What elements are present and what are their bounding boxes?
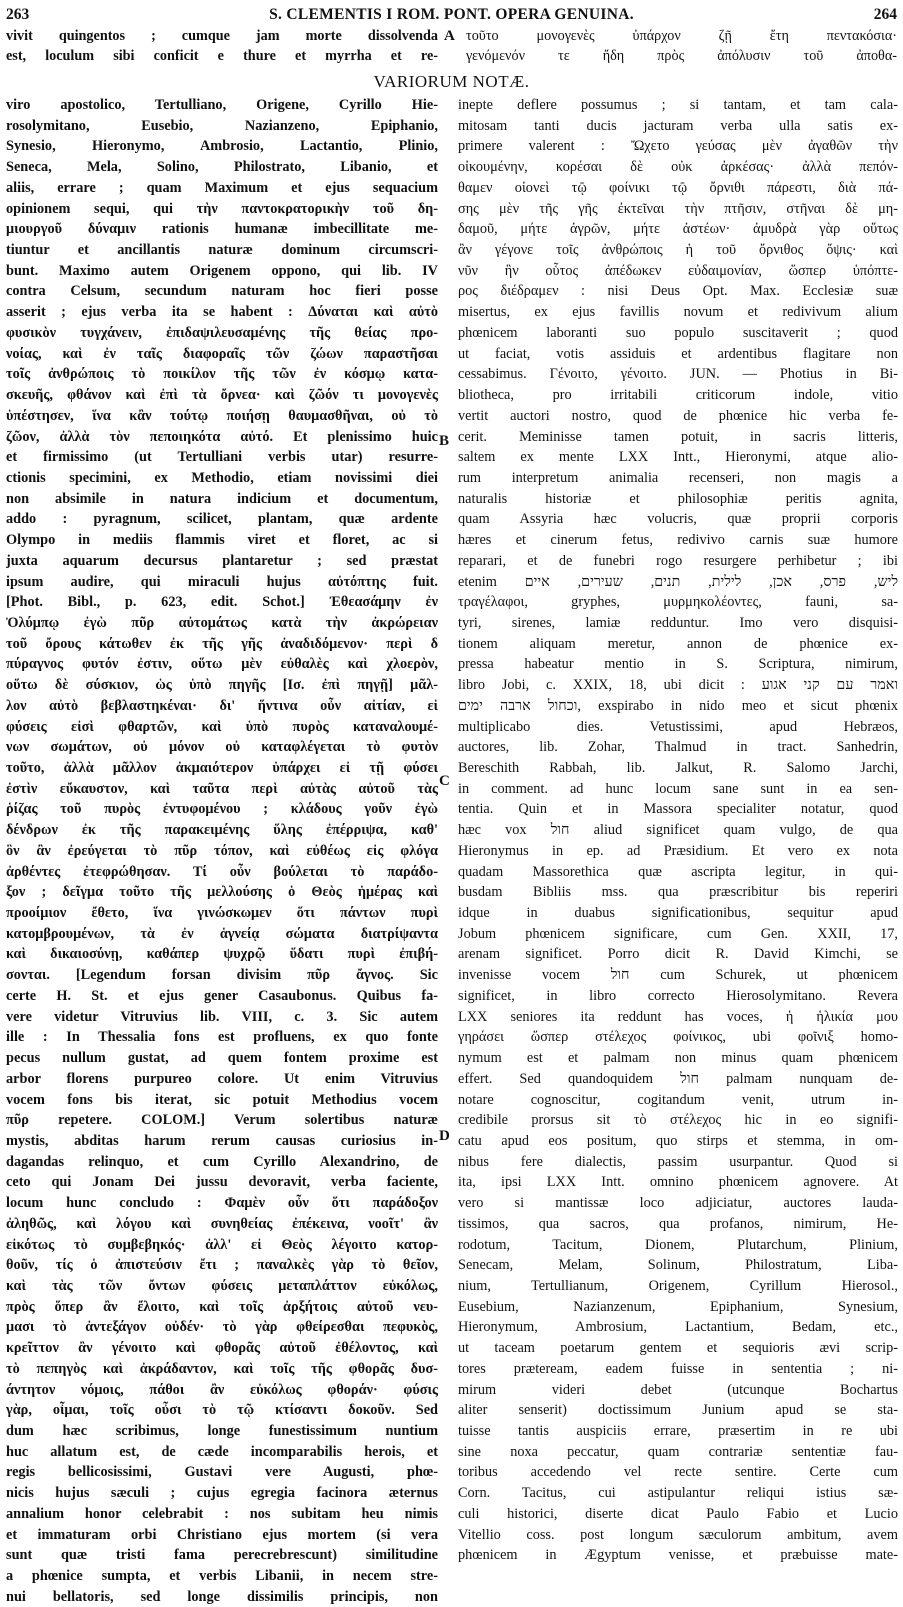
text-line: καὶ δικαιοσύνῃ, καθάπερ ψυχρῷ ὕδατι πυρὶ ἐπιβή- <box>6 946 438 963</box>
text-line: naturalis historiæ et philosophiæ peritis agnita, <box>458 490 898 507</box>
text-line: inepte deflere possumus ; si tantam, et tam cala- <box>458 97 898 113</box>
text-line: λον αὐτὸ βεβλαστηκέναι· δι' ἥντινα οὖν αἰτίαν, εἰ <box>6 697 438 714</box>
text-line: וכחול ארבה ימים, exspirabo in nido meo et sicut phœnix <box>458 697 898 714</box>
text-line: ζῶον, ἀλλὰ τὸν πεποιηκότα αὐτό. Et plenissimo huic <box>6 428 438 445</box>
text-line: nium, Tertullianum, Origenem, Cyrillum Hierosol., <box>458 1277 898 1294</box>
latin-main-text <box>6 26 438 66</box>
text-line: arenam significet. Porro dicit R. David Kimchi, se <box>458 946 898 963</box>
text-line: Senecam, Melam, Solinum, Philostratum, Liba- <box>458 1257 898 1274</box>
text-line: εἰκότως τὸ συμβεβηκός· ἀλλ' εἰ Θεὸς λέγοιτο κατορ- <box>6 1236 438 1253</box>
text-line: άντητον νόμοις, πάθοι ἂν εὐκόλως φθοράν· φύσις <box>6 1381 438 1398</box>
margin-marker-c: C <box>439 773 450 789</box>
text-line: rodotum, Tacitum, Dionem, Plutarchum, Plinium, <box>458 1236 898 1253</box>
text-line: μιουργοῦ δύναμιν rationis humanæ imbecillitate me- <box>6 221 438 238</box>
text-line: tyri, sirenes, lamiæ redduntur. Imo vero disquisi- <box>458 614 898 631</box>
text-line: ἀρθέντες ἐτεφρώθησαν. Τί οὖν βούλεται τὸ παράδο- <box>6 863 438 880</box>
text-line: effert. Sed quandoquidem חול palmam nunquam de- <box>458 1070 898 1087</box>
text-line: ut faciat, votis assiduis et ardentibus flagitare non <box>458 345 898 362</box>
text-line: bunt. Maximo autem Origenem oppono, qui lib. IV <box>6 262 438 279</box>
text-line: Jobum phœnicem significare, cum Gen. XXII, 17, <box>458 925 898 942</box>
text-line: Hieronymus in ep. ad Præsidium. Et vero ex nota <box>458 842 898 859</box>
main-text-block <box>6 26 897 66</box>
text-line: dum hæc scribimus, longe funestissimum nuntium <box>6 1423 438 1439</box>
text-line: tores præteream, eadem fuisse in sententia ; ni- <box>458 1360 898 1377</box>
text-line: Vitellio coss. post longum sæculorum ambitum, avem <box>458 1526 898 1543</box>
text-line: Seneca, Mela, Solino, Philostrato, Libanio, et <box>6 159 438 176</box>
text-line: δένδρων ἐκ τῆς παρακειμένης ὕλης ἐπέρριψα, καθ' <box>6 822 438 839</box>
text-line: nymum est et palmam non minus quam phœnicem <box>458 1050 898 1067</box>
text-line: νῦν ἣν οὗτος ἀπέδωκεν εὐδαιμονίαν, ὥσπερ ὑπόπτε- <box>458 262 898 279</box>
text-line: ῥίζας τοῦ πυρὸς ἐντυφομένου ; κλάδους γοῦν ἐγὼ <box>6 801 438 818</box>
text-line: ille : In Thessalia fons est profluens, ex quo fonte <box>6 1029 438 1046</box>
text-line: ξον ; δεῖγμα τοῦτο τῆς μελλούσης ὁ Θεὸς ἡμέρας καὶ <box>6 884 438 901</box>
text-line: πύραγνος φυτόν ἐστιν, οὕτω μὲν εὐθαλὲς καὶ χλοερὸν, <box>6 656 438 673</box>
text-line: tentia. Quin et in Massora specialiter notatur, quod <box>458 801 898 818</box>
text-line: Hieronymum, Ambrosium, Lactantium, Bedam, etc., <box>458 1319 898 1336</box>
text-line: Olympo in mediis flammis viret et floret, ac si <box>6 532 438 549</box>
text-line: reparari, et de funebri rogo resurgere perhibetur ; ibi <box>458 552 898 569</box>
text-line: quadam Massorethica quæ ascripta legitur, in qui- <box>458 863 898 880</box>
text-line: vertit auctori nostro, quod de phœnice hic verba fe- <box>458 407 898 424</box>
text-line: regis bellicosissimi, Gustavi vere Augusti, phœ- <box>6 1464 438 1481</box>
right-page-number: 264 <box>873 6 897 23</box>
text-line: φυσικὸν τυγχάνειν, ἐπιδαψιλευσαμένης τῆς θείας προ- <box>6 324 438 341</box>
text-line: annalium honor celebrabit : nos subitam heu nimis <box>6 1505 438 1522</box>
text-line: aliis, errare ; quam Maximum et ejus sequacium <box>6 179 438 196</box>
text-line: toribus accedendo vel recte sentire. Certe cum <box>458 1464 898 1481</box>
running-title: S. CLEMENTIS I ROM. PONT. OPERA GENUINA. <box>269 6 634 23</box>
text-line: οὕτω δὲ σύσκιον, ὡς ὑπὸ πηγῆς [Ισ. ἐπὶ πηγῇ] μᾶλ- <box>6 677 438 694</box>
text-line: addo : pyragnum, scilicet, plantam, quæ ardente <box>6 511 438 528</box>
text-line: πρὸς ὅπερ ἂν ἔλοιτο, καὶ τοῖς ἀρξήτοις αὐτοῦ νευ- <box>6 1298 438 1315</box>
text-line: significet, in libro correcto Hierosolymitano. Revera <box>458 987 898 1004</box>
text-line: hæc vox חול aliud significet quam vulgo, de qua <box>458 822 898 839</box>
text-line: a phœnice sumpta, et verbis Libanii, in necem stre- <box>6 1568 438 1585</box>
text-line: γὰρ, οἶμαι, τοῖς οὖσι τὸ τῷ κτίσαντι δοκοῦν. Sed <box>6 1402 438 1419</box>
text-line: τραγέλαφοι, gryphes, μυρμηκολέοντες, fauni, sa- <box>458 594 898 611</box>
text-line: catu apud eos positum, quo stirps et stemma, in om- <box>458 1132 898 1149</box>
text-line: nui bellatoris, sed longe dissimilis principis, non <box>6 1588 438 1605</box>
text-line: τοῖς ἀνθρώποις τὸ ποικίλον τῆς τῶν ἐν κόσμῳ κατα- <box>6 366 438 383</box>
text-line: Ὀλύμπῳ ἐγὼ πῦρ αὐτομάτως κατὰ τὴν ἀκρώρειαν <box>6 614 438 631</box>
text-line: sine noxa peccatur, quam contrariæ sententiæ fau- <box>458 1443 898 1460</box>
text-line: certe H. St. et ejus gener Casaubonus. Quibus fa- <box>6 987 438 1004</box>
text-line: phœnicem in Ægyptum venisse, et præbuisse mate- <box>458 1547 898 1564</box>
text-line: mitosam tanti ducis jacturam verba ulla satis ex- <box>458 117 898 134</box>
text-line: ita, ipsi LXX Intt. omnino phœnicem agnovere. At <box>458 1174 898 1191</box>
text-line: hæres et cinerum fetus, redivivo carnis suæ humore <box>458 532 898 549</box>
text-line: etenim ליש, פרס, אכן, לילית, תנים, שעירים, איים <box>458 573 898 590</box>
text-line: saltem ex mente LXX Intt., Hieronymi, atque alio- <box>458 449 898 466</box>
text-line: contra Celsum, secundum naturam hoc fieri posse <box>6 283 438 300</box>
notes-heading: VARIORUM NOTÆ. <box>373 72 530 91</box>
text-line: φύσεις εἰσὶ φθαρτῶν, καὶ ὑπὸ πυρὸς καταναλουμέ- <box>6 718 438 735</box>
text-line: θαμεν οἱονεὶ τῷ φοίνικι τῷ ὄρνιθι πάρεστι, διὰ πά- <box>458 179 898 196</box>
running-header <box>6 4 897 26</box>
text-line: auctores, lib. Zohar, Thalmud in tract. Sanhedrin, <box>458 739 898 756</box>
text-line: credibile prorsus sit τὸ στέλεχος hic in eo signifi- <box>458 1112 898 1129</box>
text-line: ceto qui Jonam Dei jussu devoravit, verba faciente, <box>6 1174 438 1191</box>
text-line: misertus, ex ejus favillis novum et redivivum alium <box>458 304 898 321</box>
text-line: tissimos, qua sacros, qua profanos, nimirum, He- <box>458 1215 898 1232</box>
text-line: vocem fons bis iterat, sic potuit Methodius vocem <box>6 1091 438 1108</box>
text-line: et firmissimo (ut Tertulliani verbis utar) resurre- <box>6 449 438 466</box>
margin-marker-b: B <box>439 433 450 449</box>
left-page-number: 263 <box>6 6 30 23</box>
text-line: pressa habeatur mentio in S. Scriptura, nimirum, <box>458 656 898 673</box>
text-line: bliotheca, pro irritabili criticorum indole, vitio <box>458 387 898 404</box>
greek-main-text <box>466 26 897 66</box>
text-line: viro apostolico, Tertulliano, Origene, Cyrillo Hie- <box>6 97 438 113</box>
text-line: locum hunc concludo : Φαμὲν οὖν ὅτι παράδοξον <box>6 1195 438 1212</box>
text-line: δαμοῦ, μήτε ἀγρῶν, μήτε ἀστέων· ἀμυδρὰ γὰρ οὕτως <box>458 221 898 238</box>
text-line: arbor florens purpureo colore. Ut enim Vitruvius <box>6 1070 438 1087</box>
text-line: ipsum audire, qui miraculi hujus αὐτόπτης fuit. <box>6 573 438 590</box>
margin-marker-d: D <box>439 1128 450 1144</box>
text-line: vere videtur Vitruvius lib. VIII, c. 3. Sic autem <box>6 1008 438 1025</box>
text-line: κρεῖττον ἂν γένοιτο καὶ φθορᾶς αὐτοῦ ἐθέλοντος, καὶ <box>6 1340 438 1357</box>
text-line: rum interpretum animalia recenseri, non magis a <box>458 469 898 486</box>
text-line: notare cognoscitur, cogitandum venit, utrum in- <box>458 1091 898 1108</box>
margin-marker-a: A <box>444 28 455 44</box>
text-line: libro Jobi, c. XXIX, 18, ubi dicit : ואמר עם קני אגוע <box>458 677 898 694</box>
text-line: asserit ; ejus verba ita se habent : Δύναται καὶ αὐτὸ <box>6 304 438 321</box>
notes-left-column <box>6 95 438 1607</box>
text-line: vero si mantissæ loco adjiciatur, auctores lauda- <box>458 1195 898 1212</box>
text-line: est, loculum sibi conficit e thure et myrrha et re- <box>6 48 438 64</box>
text-line: Bereschith Rabbah, lib. Jalkut, R. Salomo Jarchi, <box>458 760 898 776</box>
text-line: τοῦτο, ἀλλὰ μᾶλλον ἀκμαιότερον ὑπάρχει εἰ τῇ φύσει <box>6 760 438 776</box>
text-line: culi historici, diserte dicat Paulo Fabio et Lucio <box>458 1505 898 1522</box>
text-line: ἐστὶν εὔκαυστον, καὶ ταῦτα περὶ αὐτὰς αὐτοῦ τὰς <box>6 780 438 797</box>
text-line: mirum videri debet (utcunque Bochartus <box>458 1381 898 1398</box>
text-line: nicis hujus sæculi ; cujus egregia facinora æternus <box>6 1485 438 1502</box>
text-line: Eusebium, Nazianzenum, Epiphanium, Synesium, <box>458 1298 898 1315</box>
text-line: invenisse vocem חול cum Schurek, ut phœnicem <box>458 967 898 984</box>
text-line: οἰκουμένην, κορέσαι δὲ οὐκ ἀρκέσας· ἀλλὰ πεπόν- <box>458 159 898 176</box>
text-line: θοῦν, τίς ὁ ἀπιστεύσιν ἔτι ; παναλκὲς γὰρ τὸ θεῖον, <box>6 1257 438 1274</box>
text-line: cerit. Meminisse tamen potuit, in sacris litteris, <box>458 428 898 445</box>
text-line: aliter senserit) doctissimum Junium apud se sta- <box>458 1402 898 1419</box>
text-line: καὶ τὰς τῶν ὄντων φύσεις μεταπλάττον εὐκόλως, <box>6 1277 438 1294</box>
text-line: γηράσει ὥσπερ στέλεχος φοίνικος, ubi φοῖνιξ homo- <box>458 1029 898 1046</box>
text-line: tionem aliquam meretur, annon de phœnice ex- <box>458 635 898 652</box>
text-line: opinionem sequi, qui τὴν παντοκρατορικὴν τοῦ δη- <box>6 200 438 217</box>
text-line: phœnicem laboranti suo populo suscitaverit ; quod <box>458 324 898 341</box>
text-line: huc allatum est, de cæde incomparabilis herois, et <box>6 1443 438 1460</box>
text-line: rosolymitano, Eusebio, Nazianzeno, Epiphanio, <box>6 117 438 134</box>
text-line: in comment. ad hunc locum sane sunt in ea sen- <box>458 780 898 797</box>
text-line: ἂν γέγονε τοῖς ἀνθρώποις ἡ τοῦ ὄρνιθος ὄψις· καὶ <box>458 242 898 259</box>
text-line: cessabimus. Γένοιτο, γένοιτο. JUN. — Photius in Bi- <box>458 366 898 383</box>
text-line: ctionis specimini, ex Methodio, etiam novissimi diei <box>6 469 438 486</box>
text-line: Synesio, Hieronymo, Ambrosio, Lactantio, Plinio, <box>6 138 438 155</box>
text-line: τοῦ ὄρους κάτωθεν ἐκ τῆς γῆς ἀναδιδόμενον· περὶ δ <box>6 635 438 652</box>
text-line: pecus nullum gustat, ad quem fontem proxime est <box>6 1050 438 1067</box>
text-line: multiplicabo dies. Vetustissimi, apud Hebræos, <box>458 718 898 735</box>
text-line: σονται. [Legendum forsan divisim πῦρ ἄγνος. Sic <box>6 967 438 984</box>
text-line: primere valerent : Ὤχετο γεύσας μὲν ἀγαθῶν τὴν <box>458 138 898 155</box>
text-line: ut taceam poetarum gentem et sequioris ævi scrip- <box>458 1340 898 1357</box>
text-line: busdam Bibliis mss. qua præscribitur bis reperiri <box>458 884 898 901</box>
text-line: ρος διέδραμεν : nisi Deus Opt. Max. Ecclesiæ suæ <box>458 283 898 300</box>
text-line: nibus fere dialectis, passim usurpantur. Quod si <box>458 1153 898 1170</box>
text-line: κατομβρουμένων, τὰ ἐν ἁγνείᾳ σώματα διατρίψαντα <box>6 925 438 942</box>
text-line: Corn. Tacitus, cui astipulantur reliqui istius sæ- <box>458 1485 898 1502</box>
text-line: γενόμενόν τε ἤδη πρὸς ἀπόλυσιν τοῦ ἀποθα- <box>466 48 897 64</box>
text-line: et immaturam orbi Christiano ejus mortem (si vera <box>6 1526 438 1543</box>
text-line: sunt quæ tristi fama perecrebrescunt) similitudine <box>6 1547 438 1564</box>
text-line: πῦρ repetere. COLOM.] Verum solertibus naturæ <box>6 1112 438 1129</box>
text-line: LXX seniores ita reddunt has voces, ἡ ἡλικία μου <box>458 1008 898 1025</box>
text-line: juxta aquarum decursus plantaretur ; sed præstat <box>6 552 438 569</box>
text-line: vivit quingentos ; cumque jam morte dissolvenda <box>6 28 438 44</box>
text-line: ὑπέστησεν, ἵνα κἂν τούτῳ ποιήσῃ θαυμασθῆναι, οὐ τὸ <box>6 407 438 424</box>
text-line: σης μὲν τῆς γῆς ἐκτεῖναι τὴν πτῆσιν, στῆναι δὲ μη- <box>458 200 898 217</box>
text-line: μασι τὸ ἀντεξάγον οὐδέν· τὸ γὰρ φθείρεσθαι πεφυκὸς, <box>6 1319 438 1336</box>
text-line: idque in duabus significationibus, sequitur apud <box>458 905 898 922</box>
text-line: mystis, abditas harum rerum causas curiosius in- <box>6 1132 438 1149</box>
text-line: τοῦτο μονογενὲς ὑπάρχον ζῇ ἔτη πεντακόσια· <box>466 28 897 44</box>
text-line: σκευῆς, φθάνον καὶ ἐπὶ τὰ ὄρνεα· καὶ ζῶόν τι μονογενὲς <box>6 387 438 404</box>
text-line: ἀληθῶς, καὶ λόγου καὶ συνηθείας ἐπέκεινα, νοοῖτ' ἂν <box>6 1215 438 1232</box>
text-line: τὸ πεπηγὸς καὶ ἀκράδαντον, καὶ τοῖς τῆς φθορᾶς δυσ- <box>6 1360 438 1377</box>
text-line: [Phot. Bibl., p. 623, edit. Schot.] Ἐθεασάμην ἐν <box>6 594 438 611</box>
text-line: νων σωμάτων, οὐ μόνον οὐ καταφλέγεται τὸ φυτὸν <box>6 739 438 756</box>
text-line: προοίμιον ἔθετο, ἵνα γινώσκωμεν ὅτι πάντων πυρὶ <box>6 905 438 922</box>
notes-right-column <box>458 95 898 1566</box>
text-line: νοίας, καὶ ἐν ταῖς διαφοραῖς τῶν ζώων παραστῆσαι <box>6 345 438 362</box>
text-line: non absimile in natura indicium et documentum, <box>6 490 438 507</box>
text-line: dagandas relinquo, et cum Cyrillo Alexandrino, de <box>6 1153 438 1170</box>
text-line: tiuntur et ancillantis naturæ dominum circumscri- <box>6 242 438 259</box>
text-line: ὃν ἂν ἐρεύγεται τὸ πῦρ τόπον, καὶ εὐθέως εἰς φλόγα <box>6 842 438 859</box>
text-line: tuisse tantis auspiciis errare, præsertim in re ubi <box>458 1423 898 1439</box>
text-line: quam Assyria hæc volucris, quæ proprii corporis <box>458 511 898 528</box>
